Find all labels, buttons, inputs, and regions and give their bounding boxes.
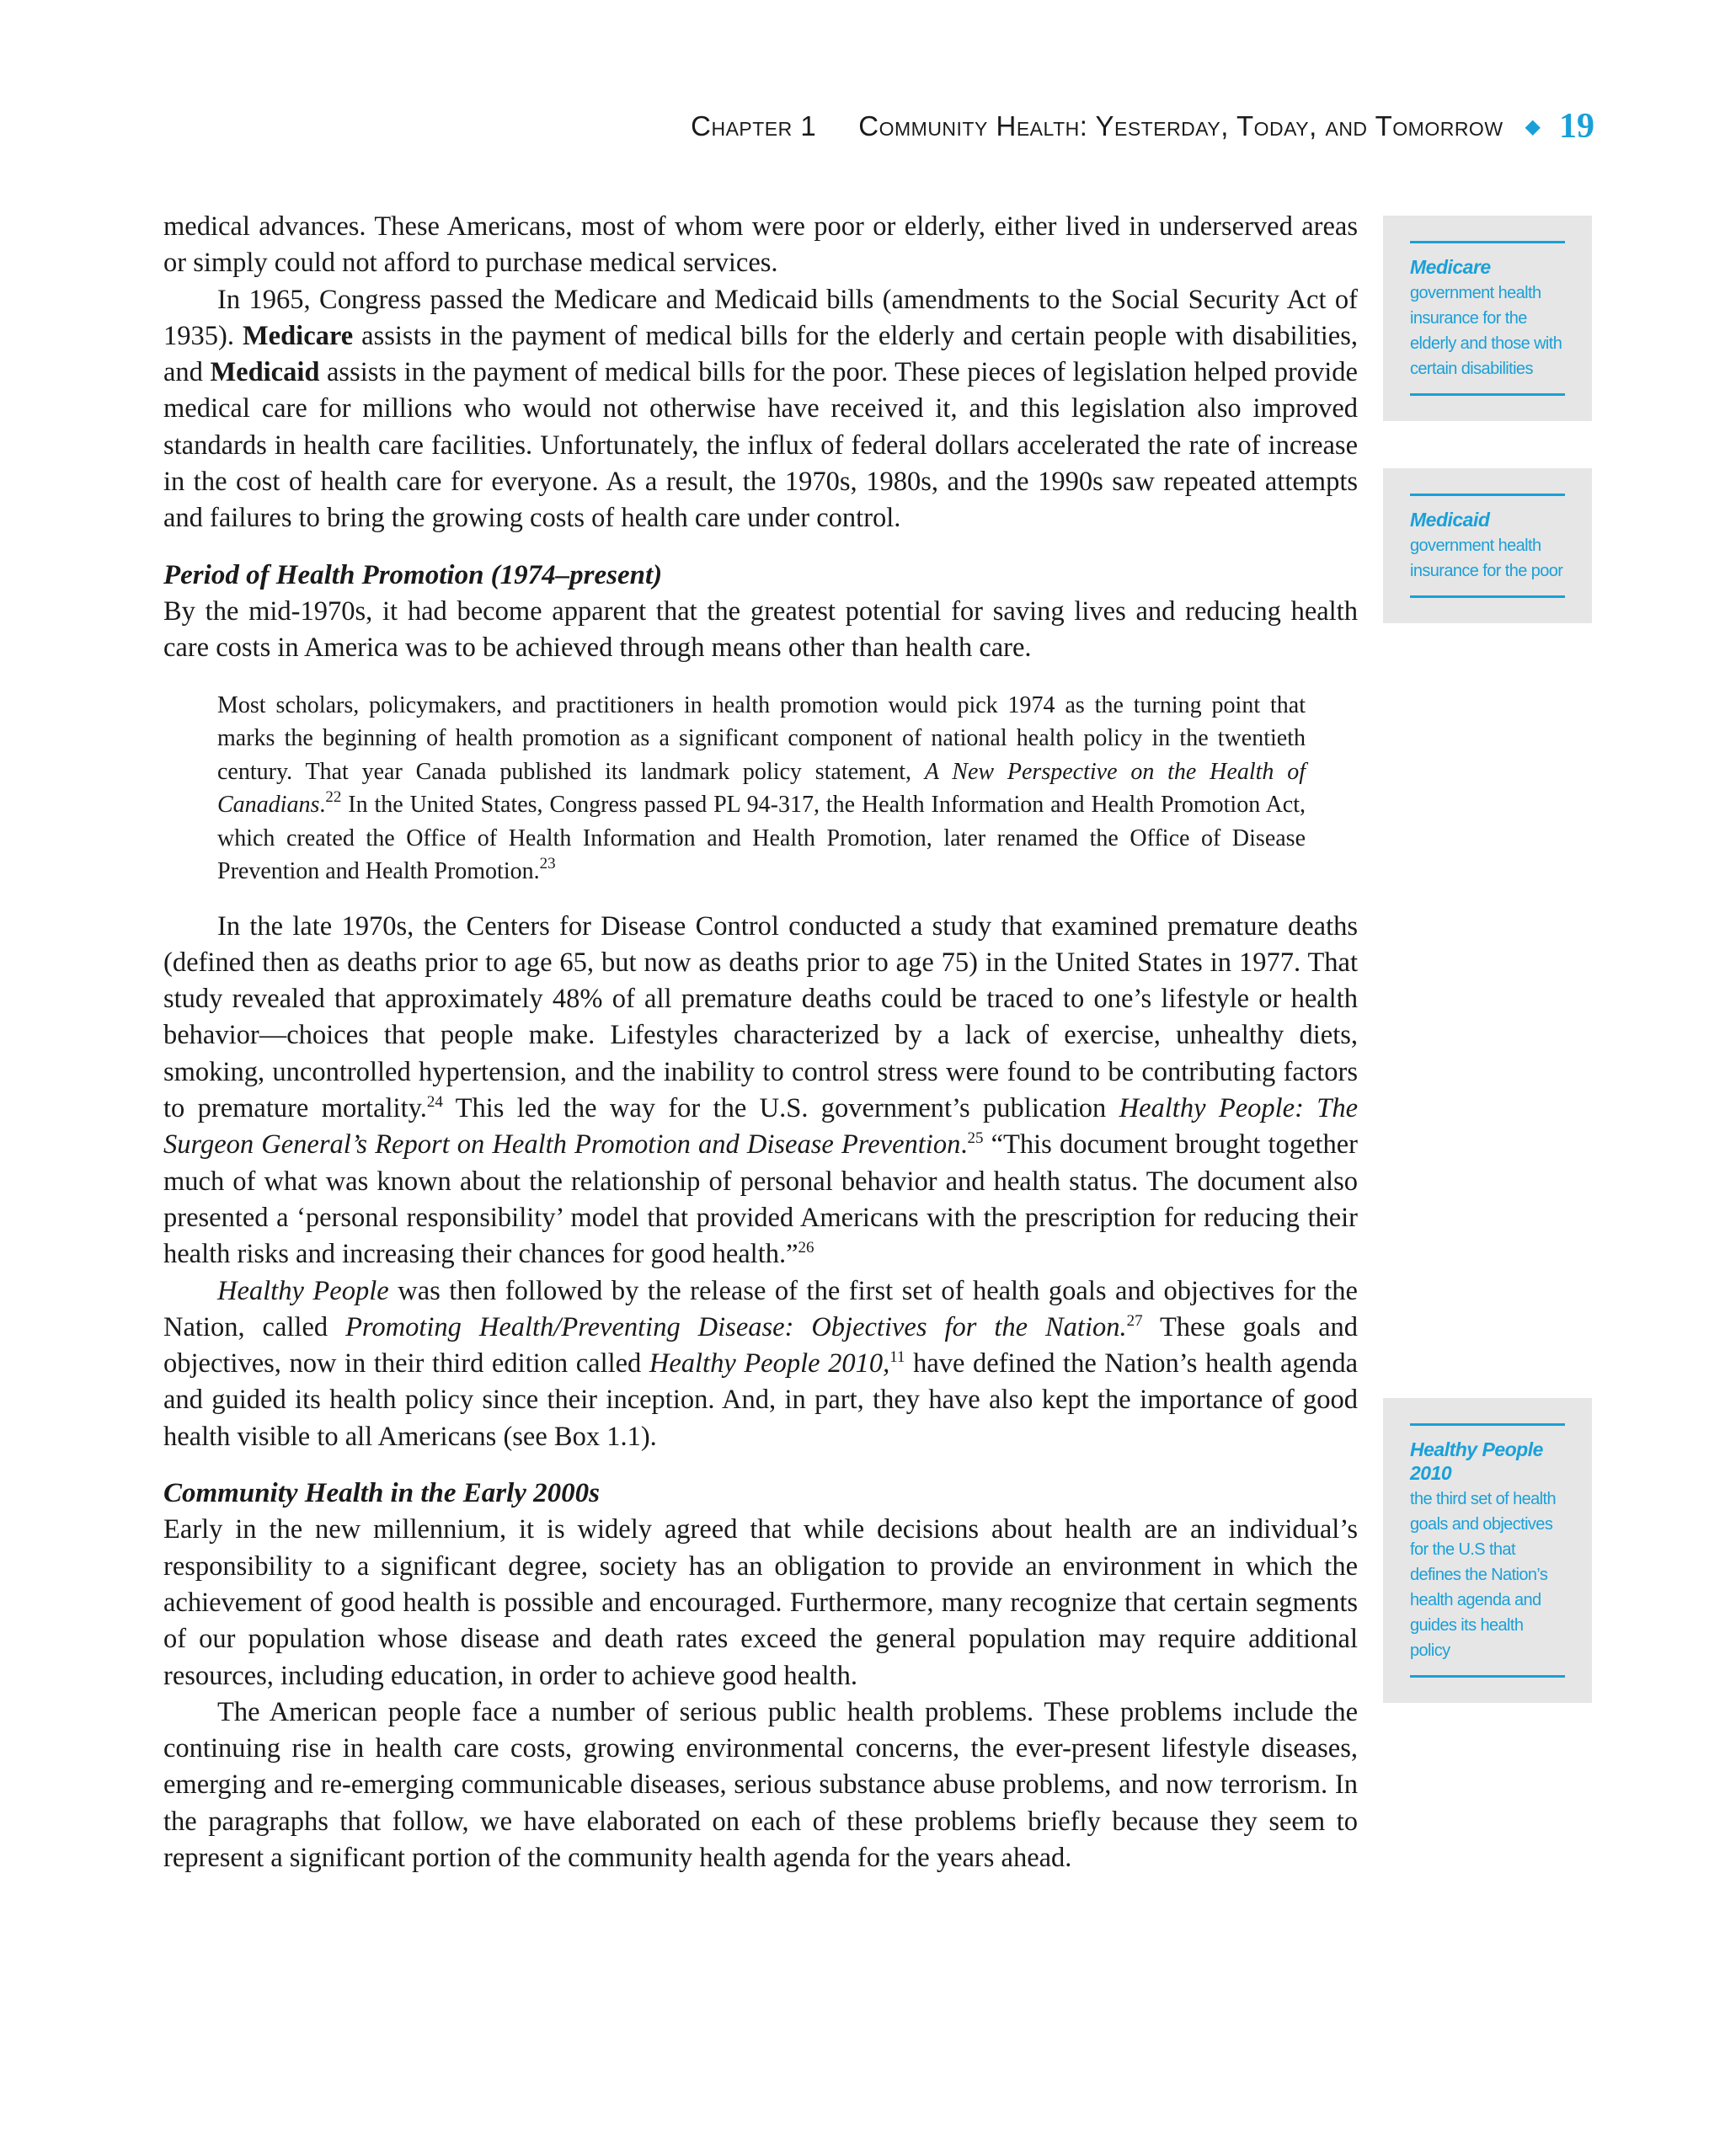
footnote-ref: 25	[967, 1129, 984, 1148]
divider	[1410, 1423, 1565, 1426]
text-run: In the late 1970s, the Centers for Disease Control conducted a study that examined premature deaths (defined then as deaths prior to age 65, but now as deaths prior to age 75) in the United States in 1977. That study revealed that approximately 48% of all premature deaths could be traced to one’s lifestyle or health behavior—choices that people make. Lifestyles characterized by a lack of exercise, unhealthy diets, smoking, uncontrolled hypertension, and the inability to control stress were found to be contributing factors to premature mortality.	[163, 910, 1358, 1124]
divider	[1410, 393, 1565, 396]
text-run: .	[960, 1129, 968, 1161]
block-quote	[217, 689, 1306, 889]
text-run: In the United States, Congress passed PL 94-317, the Health Information and Health Promotion Act, which created the Office of Health Information and Health Promotion, later renamed the Office of Disease Prevention and Health Promotion.	[217, 792, 1306, 885]
footnote-ref: 27	[1126, 1311, 1143, 1330]
divider	[1410, 494, 1565, 496]
publication-title: Healthy People: The Surgeon General’s Report on Health Promotion and Disease Prevention	[163, 1093, 1359, 1161]
publication-title: A New Perspective on the Health of Canadians	[217, 758, 1306, 819]
footnote-ref: 11	[889, 1348, 905, 1367]
text-run: was then followed by the release of the first set of health goals and objectives for the Nation, called	[163, 1275, 1358, 1342]
publication-title: Healthy People	[217, 1275, 389, 1306]
divider	[1410, 595, 1565, 598]
margin-note-healthy-people-2010	[1383, 1398, 1592, 1703]
chapter-title: Community Health: Yesterday, Today, and Tomorrow	[858, 110, 1503, 141]
main-text-column	[163, 209, 1358, 1876]
paragraph-1: medical advances. These Americans, most of whom were poor or elderly, either lived in underserved areas or simply could not afford to purchase medical services.	[163, 211, 1358, 279]
text-run: have defined the Nation’s health agenda and guided its health policy since their inception. And, in part, they have also kept the importance of good health visible to all Americans (see Box 1.1).	[163, 1348, 1358, 1452]
glossary-term: Healthy People 2010	[1410, 1438, 1543, 1484]
section-heading-early-2000s: Community Health in the Early 2000s	[163, 1478, 600, 1509]
footnote-ref: 22	[325, 788, 342, 807]
paragraph-6: Early in the new millennium, it is widely agreed that while decisions about health are an individual’s responsibility to a significant degree, society has an obligation to provide an environment in which the achievement of good health is possible and encouraged. Furthermore, many recognize that certain segments of our population whose disease and death rates exceed the general population may require additional resources, including education, in order to achieve good health.	[163, 1514, 1358, 1691]
divider	[1410, 1675, 1565, 1678]
paragraph-4	[163, 909, 1358, 1273]
paragraph-2	[163, 282, 1358, 537]
text-run: “This document brought together much of what was known about the relationship of personal behavior and health status. The document also presented a ‘personal responsibility’ model that provided Americans with the prescription for reducing their health risks and increasing their chances for good health.”	[163, 1129, 1359, 1270]
text-run: In 1965, Congress passed the Medicare and Medicaid bills (amendments to the Social Security Act of 1935).	[163, 284, 1358, 351]
page-number: 19	[1559, 107, 1594, 146]
text-run: Most scholars, policymakers, and practitioners in health promotion would pick 1974 as the turning point that marks the beginning of health promotion as a significant component of national health policy in the twentieth century. That year Canada published its landmark policy statement,	[217, 691, 1306, 785]
divider	[1410, 241, 1565, 243]
text-run: .	[319, 792, 326, 819]
footnote-ref: 24	[426, 1093, 443, 1112]
text-run: assists in the payment of medical bills for the poor. These pieces of legislation helped provide medical care for millions who would not otherwise have received it, and this legislation also improved standards in health care facilities. Unfortunately, the influx of federal dollars accelerated the rate of increase in the cost of health care for everyone. As a result, the 1970s, 1980s, and the 1990s saw repeated attempts and failures to bring the growing costs of health care under control.	[163, 357, 1358, 534]
text-run: These goals and objectives, now in their third edition called	[163, 1311, 1358, 1380]
paragraph-3: By the mid-1970s, it had become apparent that the greatest potential for saving lives and reducing health care costs in America was to be achieved through means other than health care.	[163, 595, 1358, 664]
glossary-term: Medicaid	[1410, 509, 1490, 531]
footnote-ref: 23	[539, 855, 556, 873]
section-heading-health-promotion: Period of Health Promotion (1974–present)	[163, 559, 663, 590]
glossary-definition: the third set of health goals and objectives for the U.S that defines the Nation’s health agenda and guides its health policy	[1410, 1490, 1556, 1660]
paragraph-5	[163, 1273, 1358, 1455]
footnote-ref: 26	[798, 1239, 814, 1257]
margin-note-medicare	[1383, 216, 1592, 421]
term-medicare: Medicare	[242, 320, 354, 351]
glossary-term: Medicare	[1410, 256, 1491, 278]
glossary-definition: government health insurance for the elderly and those with certain disabilities	[1410, 284, 1562, 378]
paragraph-7: The American people face a number of serious public health problems. These problems include the continuing rise in health care costs, growing environmental concerns, the ever-present lifestyle diseases, emerging and re-emerging communicable diseases, serious substance abuse problems, and now terrorism. In the paragraphs that follow, we have elaborated on each of these problems briefly because they seem to represent a significant portion of the community health agenda for the years ahead.	[163, 1696, 1358, 1873]
margin-note-medicaid	[1383, 468, 1592, 623]
text-run: assists in the payment of medical bills for the elderly and certain people with disabilities, and	[163, 320, 1358, 388]
glossary-definition: government health insurance for the poor	[1410, 536, 1563, 580]
chapter-label: Chapter 1	[691, 110, 817, 141]
running-header	[691, 101, 1594, 152]
publication-title: Healthy People 2010,	[649, 1348, 890, 1380]
term-medicaid: Medicaid	[210, 357, 320, 388]
publication-title: Promoting Health/Preventing Disease: Objectives for the Nation.	[345, 1311, 1127, 1342]
diamond-icon: ◆	[1525, 115, 1541, 138]
text-run: This led the way for the U.S. government’s publication	[442, 1093, 1119, 1124]
